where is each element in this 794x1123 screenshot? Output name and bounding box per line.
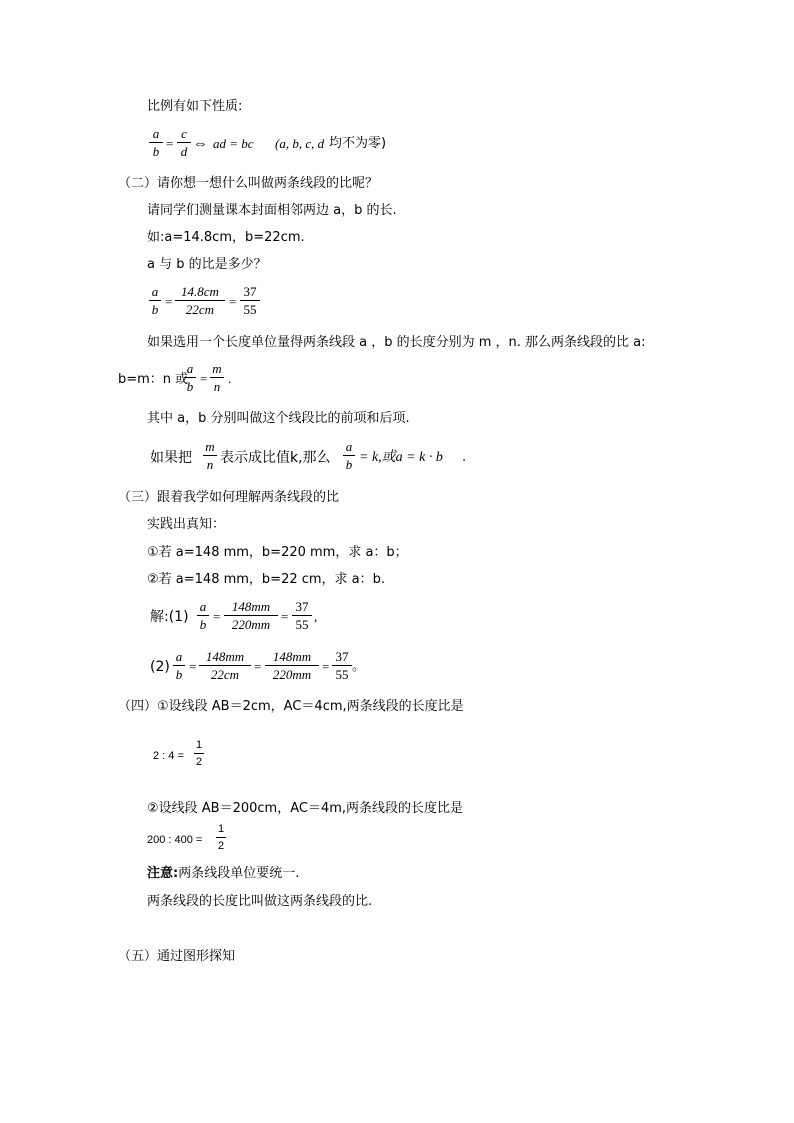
fraction-148mm-22cm: 148mm 22cm	[199, 650, 251, 682]
fraction-a-b-sol1: a b	[197, 600, 209, 632]
section-4-item-2: ②设线段 AB＝200cm，AC＝4m,两条线段的长度比是	[147, 801, 464, 816]
section-4-heading: （四）①设线段 AB＝2cm，AC＝4cm,两条线段的长度比是	[118, 699, 464, 714]
equals-sign: =	[254, 659, 262, 674]
fraction-one-half-2: 1 2	[217, 823, 225, 852]
k-text-2: 表示成比值k,那么	[220, 450, 331, 466]
fraction-a-b-def: a b	[184, 362, 196, 394]
condition-text: 均不为零)	[329, 136, 387, 151]
part-2-label: (2)	[150, 659, 170, 675]
ratio-2-4: 2 : 4 =	[153, 750, 184, 762]
fraction-148mm-220mm: 148mm 220mm	[224, 600, 278, 632]
terms-text: 其中 a，b 分别叫做这个线段比的前项和后项.	[147, 411, 410, 426]
fraction-a-b-sol2: a b	[173, 650, 185, 682]
equals-sign: =	[213, 609, 221, 624]
fraction-a-b-2: a b	[149, 285, 161, 317]
practice-label: 实践出真知：	[147, 517, 226, 532]
ratio-definition-cont: b=m：n 或	[118, 372, 189, 387]
example-text: 如:a=14.8cm，b=22cm.	[147, 230, 305, 245]
equals-sign: =	[165, 294, 173, 309]
fraction-37-55-sol1: 37 55	[292, 600, 312, 632]
k-text-1: 如果把	[150, 450, 192, 466]
solution-label: 解:(1)	[150, 609, 189, 625]
equals-sign: =	[229, 294, 237, 309]
equals-sign: =	[281, 609, 289, 624]
ratio-question: a 与 b 的比是多少？	[147, 257, 267, 272]
property-intro: 比例有如下性质:	[147, 99, 243, 114]
comma: ,	[314, 609, 318, 624]
fraction-one-half-1: 1 2	[195, 739, 203, 768]
fraction-c-over-d: c d	[177, 127, 191, 159]
ad-equals-bc: ad = bc	[213, 136, 254, 151]
equals-sign: =	[200, 371, 208, 386]
fraction-37-55: 37 55	[240, 285, 260, 317]
equals-sign: =	[322, 659, 330, 674]
note-label: 注意:	[147, 866, 179, 881]
end-mark: 。	[352, 659, 366, 674]
section-2-heading: （二）请你想一想什么叫做两条线段的比呢？	[118, 176, 379, 191]
fraction-148mm-220mm-2: 148mm 220mm	[265, 650, 319, 682]
note-text: 两条线段单位要统一.	[178, 866, 300, 881]
ratio-200-400: 200 : 400 =	[147, 834, 203, 846]
condition-vars: (a, b, c, d	[275, 136, 325, 151]
segment-ratio-definition: 两条线段的长度比叫做这两条线段的比.	[147, 894, 373, 909]
fraction-a-b-k: a b	[343, 440, 355, 472]
section-5-heading: （五）通过图形探知	[118, 949, 236, 964]
k-end: .	[462, 450, 467, 465]
fraction-a-over-b: a b	[149, 127, 163, 159]
measure-text: 请同学们测量课本封面相邻两边 a，b 的长.	[147, 203, 397, 218]
iff-symbol: ⇔	[193, 136, 208, 152]
note	[147, 866, 299, 882]
ratio-definition: 如果选用一个长度单位量得两条线段 a ，b 的长度分别为 m ，n. 那么两条线段的比 a:	[147, 335, 646, 350]
practice-item-2: ②若 a=148 mm，b=22 cm，求 a：b.	[147, 572, 386, 587]
period: .	[228, 371, 232, 386]
fraction-37-55-sol2: 37 55	[332, 650, 352, 682]
fraction-m-n-k: m n	[203, 440, 217, 472]
practice-item-1: ①若 a=148 mm，b=220 mm，求 a：b；	[147, 545, 408, 560]
fraction-m-n: m n	[210, 362, 224, 394]
section-3-heading: （三）跟着我学如何理解两条线段的比	[118, 490, 340, 505]
equals-sign: =	[189, 659, 197, 674]
fraction-14.8cm-22cm: 14.8cm 22cm	[175, 285, 225, 317]
k-text-3: = k,或a = k · b	[359, 450, 443, 465]
equals-sign: =	[166, 136, 174, 151]
